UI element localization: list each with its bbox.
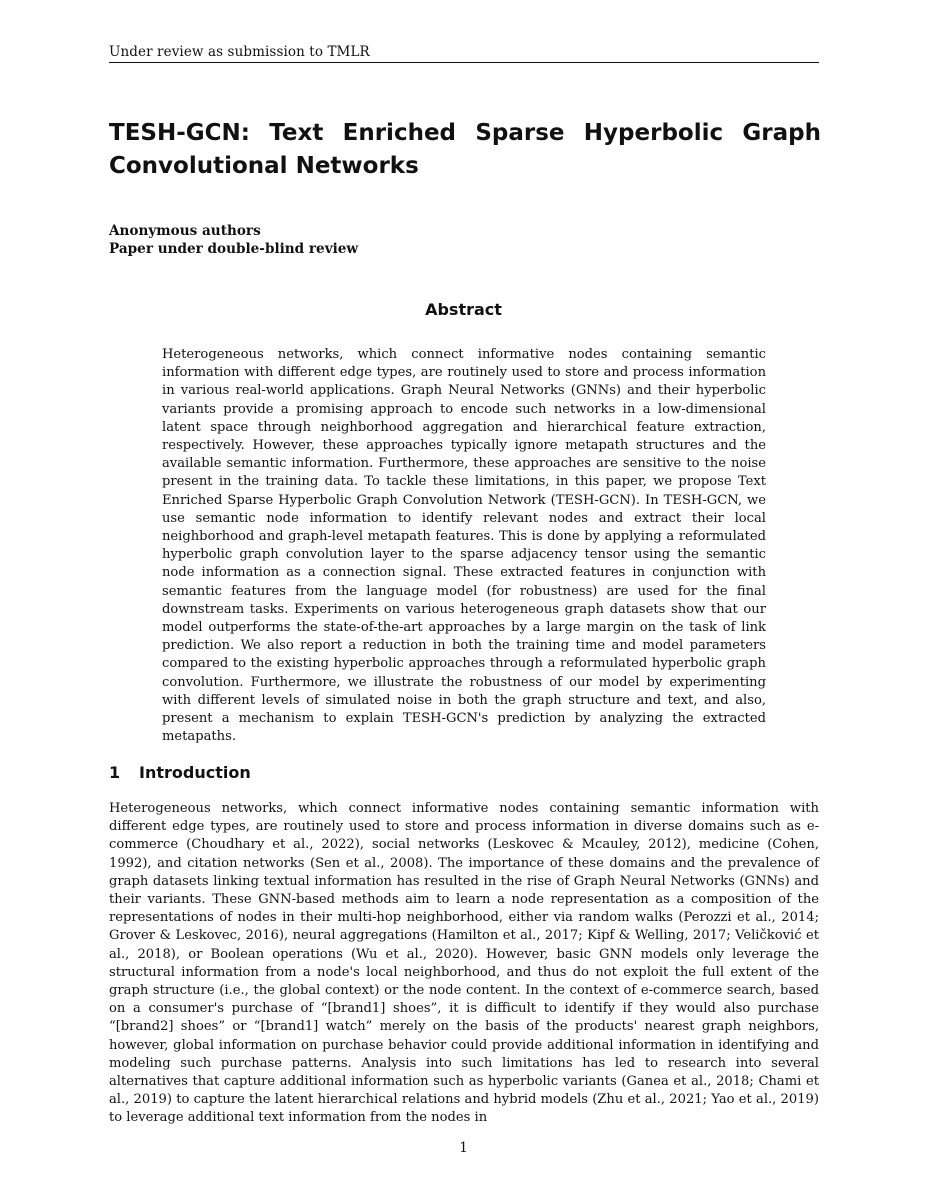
abstract-heading: Abstract <box>425 300 502 319</box>
running-header: Under review as submission to TMLR <box>109 44 370 60</box>
header-rule <box>109 62 819 63</box>
authors: Anonymous authors <box>109 223 261 239</box>
review-note: Paper under double-blind review <box>109 241 359 257</box>
section-number: 1 <box>109 763 121 782</box>
introduction-text: Heterogeneous networks, which connect informative nodes containing semantic information with different edge types, are routinely used to store and process information in diverse domains such as e-commerce (Choudhary et al., 2022), social networks (Leskovec & Mcauley, 2012), medicine (Cohen, 1992), and citation networks (Sen et al., 2008). The importance of these domains and the prevalence of graph datasets linking textual information has resulted in the rise of Graph Neural Networks (GNNs) and their variants. These GNN-based methods aim to learn a node representation as a composition of the representations of nodes in their multi-hop neighborhood, either via random walks (Perozzi et al., 2014; Grover & Leskovec, 2016), neural aggregations (Hamilton et al., 2017; Kipf & Welling, 2017; Veličković et al., 2018), or Boolean operations (Wu et al., 2020). However, basic GNN models only leverage the structural information from a node's local neighborhood, and thus do not exploit the full extent of the graph structure (i.e., the global context) or the node content. In the context of e-commerce search, based on a consumer's purchase of “[brand1] shoes”, it is difficult to identify if they would also purchase “[brand2] shoes” or “[brand1] watch” merely on the basis of the products' nearest graph neighbors, however, global information on purchase behavior could provide additional information in identifying and modeling such purchase patterns. Analysis into such limitations has led to research into several alternatives that capture additional information such as hyperbolic variants (Ganea et al., 2018; Chami et al., 2019) to capture the latent hierarchical relations and hybrid models (Zhu et al., 2021; Yao et al., 2019) to leverage additional text information from the nodes in <box>109 801 819 1126</box>
abstract-text: Heterogeneous networks, which connect informative nodes containing semantic information with different edge types, are routinely used to store and process information in various real-world applications. Graph Neural Networks (GNNs) and their hyperbolic variants provide a promising approach to encode such networks in a low-dimensional latent space through neighborhood aggregation and hierarchical feature extraction, respectively. However, these approaches typically ignore metapath structures and the available semantic information. Furthermore, these approaches are sensitive to the noise present in the training data. To tackle these limitations, in this paper, we propose Text Enriched Sparse Hyperbolic Graph Convolution Network (TESH-GCN). In TESH-GCN, we use semantic node information to identify relevant nodes and extract their local neighborhood and graph-level metapath features. This is done by applying a reformulated hyperbolic graph convolution layer to the sparse adjacency tensor using the semantic node information as a connection signal. These extracted features in conjunction with semantic features from the language model (for robustness) are used for the final downstream tasks. Experiments on various heterogeneous graph datasets show that our model outperforms the state-of-the-art approaches by a large margin on the task of link prediction. We also report a reduction in both the training time and model parameters compared to the existing hyperbolic approaches through a reformulated hyperbolic graph convolution. Furthermore, we illustrate the robustness of our model by experimenting with different levels of simulated noise in both the graph structure and text, and also, present a mechanism to explain TESH-GCN's prediction by analyzing the extracted metapaths. <box>162 347 766 745</box>
section-heading-introduction <box>109 763 251 782</box>
paper-title: TESH-GCN: Text Enriched Sparse Hyperbolic Graph Convolutional Networks <box>109 120 821 179</box>
section-title: Introduction <box>139 763 251 782</box>
page-number: 1 <box>459 1140 468 1156</box>
author-block <box>109 222 358 258</box>
